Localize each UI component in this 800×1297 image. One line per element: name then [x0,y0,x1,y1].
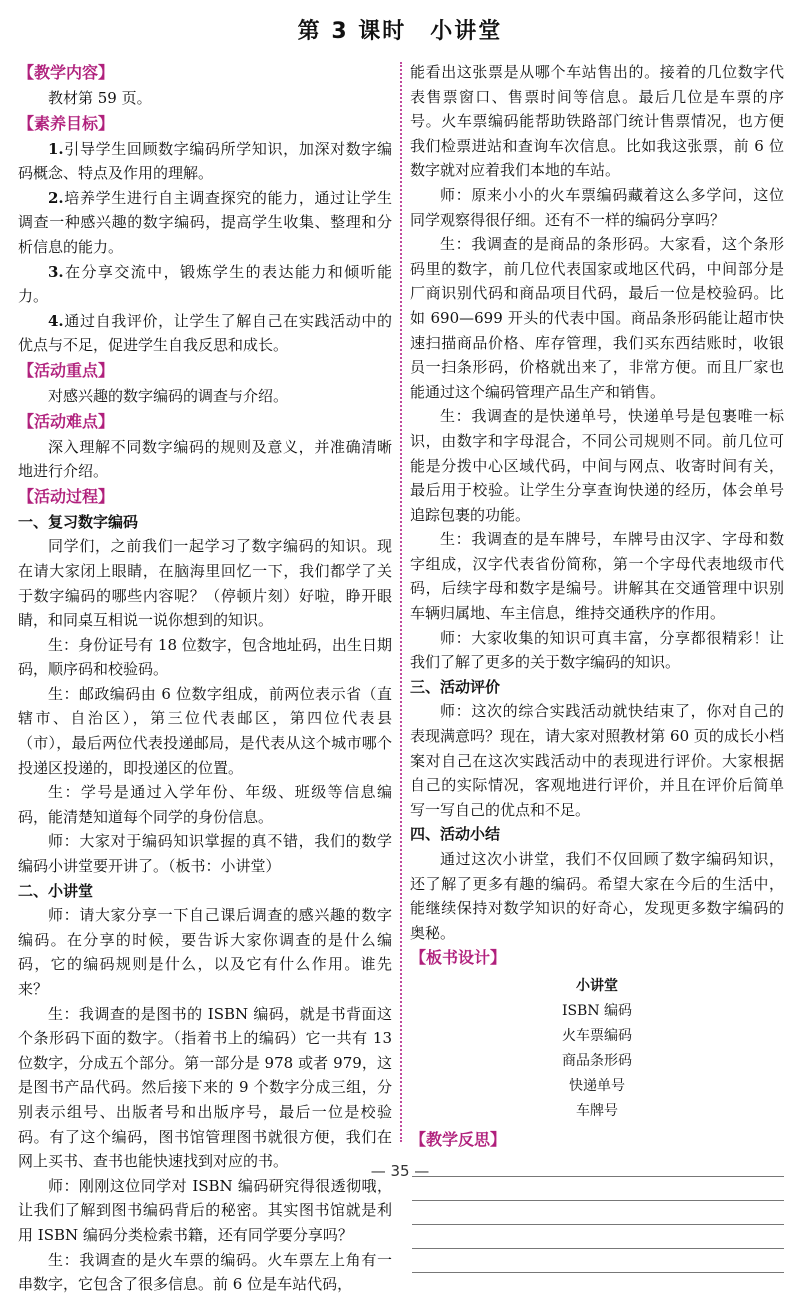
paragraph: 生：我调查的是图书的 ISBN 编码，就是书背面这个条形码下面的数字。（指着书上的编码）它一共有 13 位数字，分成五个部分。第一部分是 978 或者 979，这是图书产品代码。然后接下来的 9 个数字分成三组，分别表示组号、出版者号和出版序号，最后一位是校验码。有了这个编码，图书馆管理图书就很方便，我们在网上买书、查书也能快速找到对应的书。 [18,1004,392,1171]
paragraph: 师：大家对于编码知识掌握的真不错，我们的数学编码小讲堂要开讲了。（板书：小讲堂） [18,832,392,876]
board-item: 商品条形码 [562,1053,632,1070]
goal-item: 1.引导学生回顾数字编码所学知识，加深对数字编码概念、特点及作用的理解。 [18,139,392,183]
right-column [410,60,784,1273]
tag-board-design: 【板书设计】 [410,948,507,968]
goal-item: 2.培养学生进行自主调查探究的能力，通过让学生调查一种感兴趣的数字编码，提高学生收集、整理和分析信息的能力。 [18,188,392,256]
board-item: ISBN 编码 [561,1003,633,1020]
board-design [410,974,784,1124]
writing-line[interactable] [412,1225,784,1249]
paragraph: 生：我调查的是火车票的编码。火车票左上角有一串数字，它包含了很多信息。前 6 位是车站代码， [18,1250,392,1294]
key-point: 对感兴趣的数字编码的调查与介绍。 [48,386,289,405]
page-title: 第 3 课时 小讲堂 [297,19,503,44]
section-heading: 一、复习数字编码 [18,512,139,531]
paragraph: 生：我调查的是车牌号，车牌号由汉字、字母和数字组成，汉字代表省份简称，第一个字母代表地级市代码，后续字母和数字是编号。讲解其在交通管理中识别车辆归属地、车主信息，维持交通秩序的作用。 [410,530,784,623]
board-item: 快递单号 [569,1078,625,1095]
page-number: — 35 — [370,1162,430,1180]
paragraph: 同学们，之前我们一起学习了数字编码的知识。现在请大家闭上眼睛，在脑海里回忆一下，我们都学了关于数字编码的哪些内容呢？（停顿片刻）好啦，睁开眼睛，和同桌互相说一说你想到的知识。 [18,537,392,630]
paragraph: 生：邮政编码由 6 位数字组成，前两位表示省（直辖市、自治区），第三位代表邮区，第四位代表县（市），最后两位代表投递邮局，是代表从这个城市哪个投递区投递的，即投递区的位置。 [18,684,392,777]
teaching-content: 教材第 59 页。 [48,89,152,107]
paragraph: 能看出这张票是从哪个车站售出的。接着的几位数字代表售票窗口、售票时间等信息。最后几位是车票的序号。火车票编码能帮助铁路部门统计售票情况，也方便我们检票进站和查询车次信息。比如我这张票，前 6 位数字就对应着我们本地的车站。 [410,63,784,180]
writing-line[interactable] [412,1249,784,1273]
tag-difficulty: 【活动难点】 [18,411,115,431]
tag-goals: 【素养目标】 [18,113,115,133]
paragraph: 生：我调查的是快递单号，快递单号是包裹唯一标识，由数字和字母混合，不同公司规则不同。前几位可能是分拨中心区域代码，中间与网点、收寄时间有关，最后用于校验。让学生分享查询快递的经历，体会单号追踪包裹的功能。 [410,407,784,524]
left-column [18,60,392,1297]
writing-line[interactable] [412,1201,784,1225]
goal-num: 4. [48,311,64,330]
writing-line[interactable] [412,1177,784,1201]
tag-teaching-content: 【教学内容】 [18,63,115,82]
difficulty: 深入理解不同数字编码的规则及意义，并准确清晰地进行介绍。 [18,437,392,481]
goal-num: 1. [48,139,64,158]
paragraph: 师：大家收集的知识可真丰富，分享都很精彩！让我们了解了更多的关于数字编码的知识。 [410,628,784,672]
board-item: 车牌号 [576,1103,618,1120]
paragraph: 生：学号是通过入学年份、年级、班级等信息编码，能清楚知道每个同学的身份信息。 [18,783,392,826]
paragraph: 生：身份证号有 18 位数字，包含地址码，出生日期码，顺序码和校验码。 [18,635,392,679]
paragraph: 生：我调查的是商品的条形码。大家看，这个条形码里的数字，前几位代表国家或地区代码，中间部分是厂商识别代码和商品项目代码，最后一位是校验码。比如 690—699 开头的代表中国。商品条形码能让超市快速扫描商品价格、库存管理，我们买东西结账时，收银员一扫条形码，价格就出来了，非常方便。而且厂家也能通过这个编码管理产品生产和销售。 [410,235,784,401]
column-divider [400,62,402,1142]
tag-key-point: 【活动重点】 [18,360,115,380]
paragraph: 师：这次的综合实践活动就快结束了，你对自己的表现满意吗？现在，请大家对照教材第 60 页的成长小档案对自己在这次实践活动中的表现进行评价。大家根据自己的实际情况，客观地进行评价，并且在评价后简单写一写自己的优点和不足。 [410,702,784,819]
paragraph: 师：请大家分享一下自己课后调查的感兴趣的数字编码。在分享的时候，要告诉大家你调查的是什么编码，它的编码规则是什么，以及它有什么作用。谁先来？ [18,906,392,998]
tag-process: 【活动过程】 [18,486,115,506]
board-item: 火车票编码 [562,1028,632,1045]
paragraph: 师：原来小小的火车票编码藏着这么多学问，这位同学观察得很仔细。还有不一样的编码分享吗？ [410,185,784,229]
paragraph: 师：刚刚这位同学对 ISBN 编码研究得很透彻哦，让我们了解到图书编码背后的秘密。其实图书馆就是利用 ISBN 编码分类检索书籍，还有同学要分享吗？ [18,1176,392,1244]
section-heading: 三、活动评价 [410,677,501,696]
goal-item: 3.在分享交流中，锻炼学生的表达能力和倾听能力。 [18,262,392,306]
paragraph: 通过这次小讲堂，我们不仅回顾了数字编码知识，还了解了更多有趣的编码。希望大家在今后的生活中，能继续保持对数学知识的好奇心，发现更多数字编码的奥秘。 [410,850,784,942]
board-title: 小讲堂 [576,978,618,995]
section-heading: 四、活动小结 [410,825,501,844]
goal-num: 2. [48,188,64,207]
section-heading: 二、小讲堂 [18,881,94,900]
goal-num: 3. [48,262,64,281]
tag-reflection: 【教学反思】 [410,1130,507,1150]
goal-item: 4.通过自我评价，让学生了解自己在实践活动中的优点与不足，促进学生自我反思和成长。 [18,311,392,355]
